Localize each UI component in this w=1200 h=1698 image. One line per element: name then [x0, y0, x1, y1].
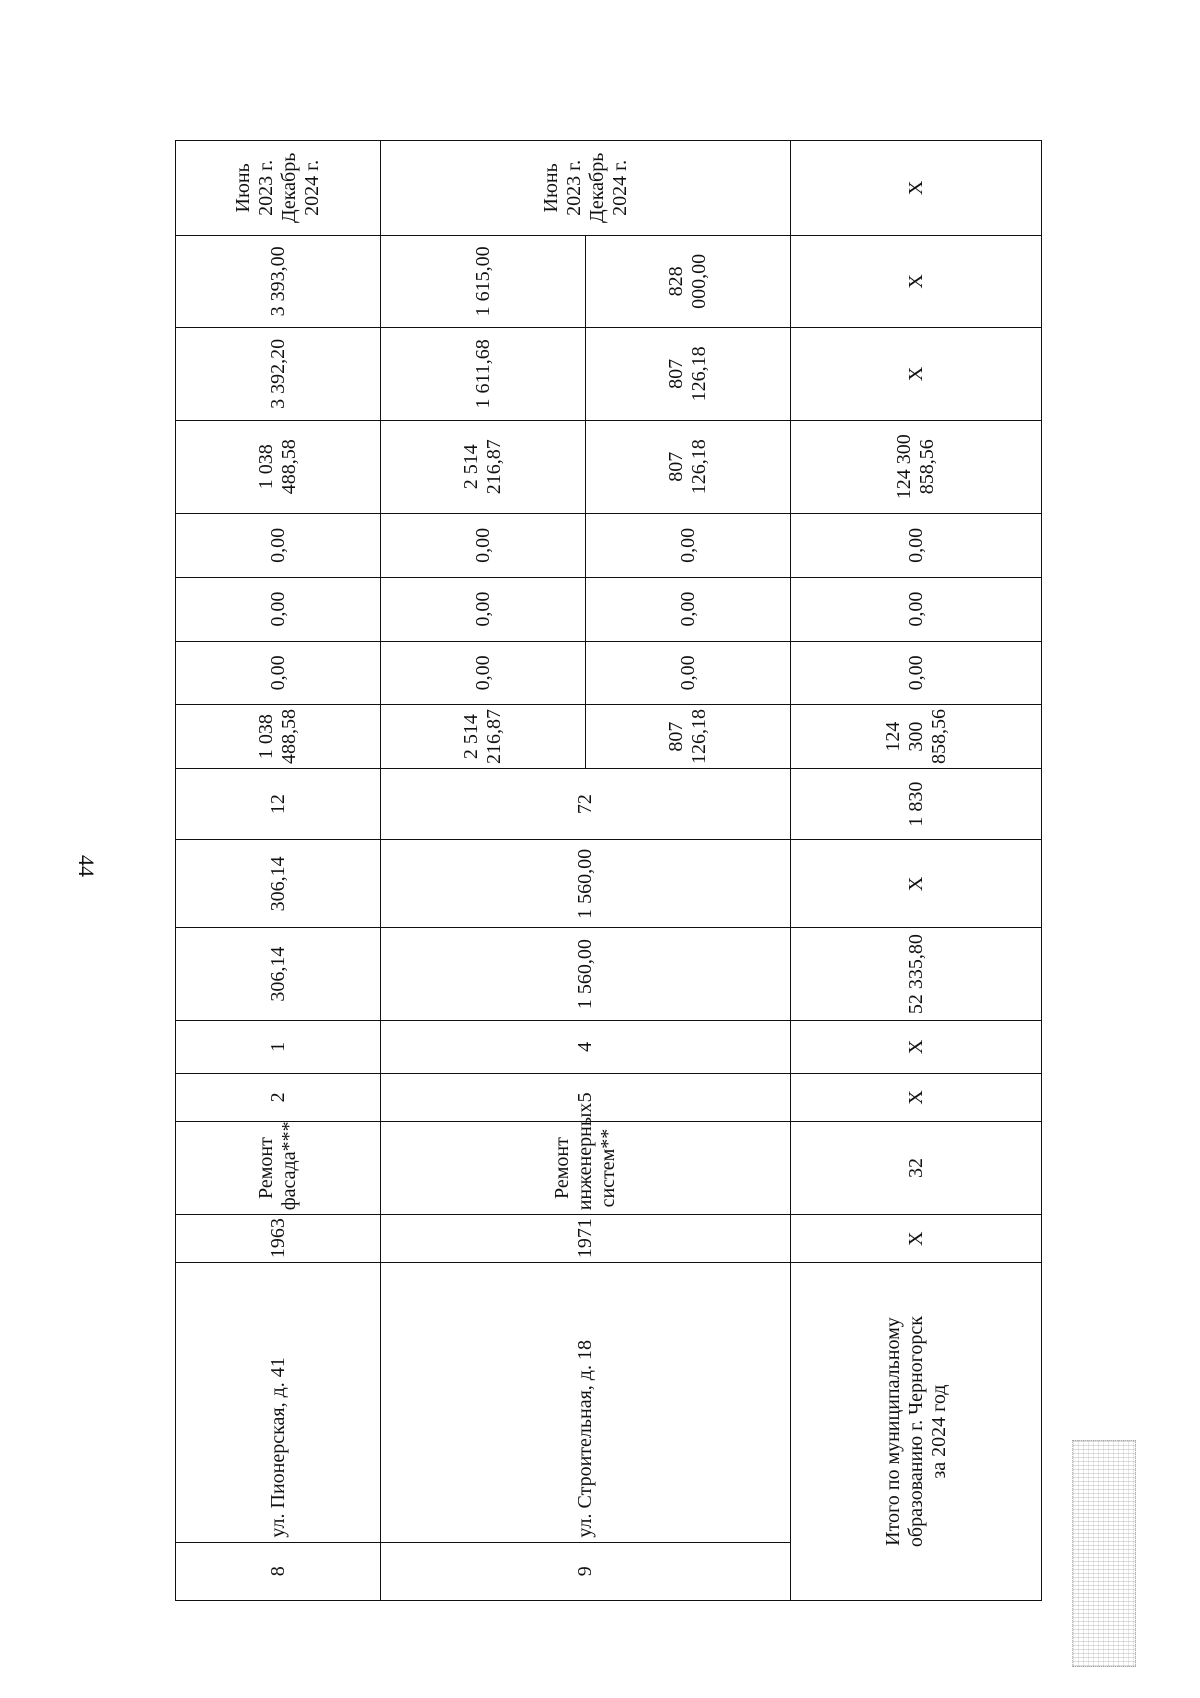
- period-end: Декабрь 2024 г.: [585, 152, 631, 224]
- cell-col16: 3 393,00: [176, 235, 381, 327]
- work-type-cell: 32: [791, 1121, 1042, 1215]
- total-label-cell: [791, 1263, 1042, 1601]
- cell-col7: 306,14: [176, 928, 381, 1020]
- table-row: [381, 141, 586, 1601]
- period-start: Июнь 2023 г.: [232, 159, 277, 216]
- cell-col14: 2 514 216,87: [381, 420, 586, 514]
- stamp-mark: [1072, 1440, 1136, 1667]
- period-end: Декабрь 2024 г.: [278, 152, 323, 224]
- year-cell: 1971: [381, 1215, 791, 1263]
- cell-col6: Х: [791, 1020, 1042, 1073]
- address-cell: ул. Строительная, д. 18: [381, 1263, 791, 1542]
- row-number: 9: [381, 1542, 791, 1600]
- cell-col7: 1 560,00: [381, 928, 791, 1020]
- cell-col5: Х: [791, 1073, 1042, 1121]
- registry-table: [175, 140, 1042, 1601]
- address-cell: ул. Пионерская, д. 41: [176, 1263, 381, 1542]
- cell-col10: 807 126,18: [586, 705, 791, 769]
- cell-col9: 72: [381, 769, 791, 840]
- cell-col15: 3 392,20: [176, 328, 381, 420]
- cell-col13: 0,00: [791, 514, 1042, 578]
- table-row: [176, 141, 381, 1601]
- cell-col12: 0,00: [176, 577, 381, 641]
- cell-col11: 0,00: [586, 641, 791, 705]
- cell-col16: 828 000,00: [586, 235, 791, 327]
- period-cell: [176, 141, 381, 236]
- year-cell: Х: [791, 1215, 1042, 1263]
- cell-col12: 0,00: [381, 577, 586, 641]
- cell-col15: 1 611,68: [381, 328, 586, 420]
- cell-col6: 4: [381, 1020, 791, 1073]
- work-type-cell: Ремонт фасада***: [176, 1121, 381, 1215]
- cell-col16: 1 615,00: [381, 235, 586, 327]
- cell-col5: 2: [176, 1073, 381, 1121]
- cell-col14: 807 126,18: [586, 420, 791, 514]
- page-number: 44: [74, 855, 99, 877]
- cell-col13: 0,00: [176, 514, 381, 578]
- cell-col6: 1: [176, 1020, 381, 1073]
- cell-col15: 807 126,18: [586, 328, 791, 420]
- period-start: Июнь 2023 г.: [539, 159, 585, 216]
- cell-col11: 0,00: [791, 641, 1042, 705]
- registry-table-wrapper: [175, 140, 1041, 1601]
- cell-col10: 2 514 216,87: [381, 705, 586, 769]
- cell-col11: 0,00: [381, 641, 586, 705]
- total-label-line2: образованию г. Черногорск: [904, 1316, 927, 1548]
- work-type-cell: Ремонт инженерных систем**: [381, 1121, 791, 1215]
- cell-col10: 124 300 858,56: [791, 705, 1042, 769]
- period-cell: [381, 141, 791, 236]
- cell-col16: Х: [791, 235, 1042, 327]
- cell-col13: 0,00: [381, 514, 586, 578]
- cell-col12: 0,00: [586, 577, 791, 641]
- cell-col8: 1 560,00: [381, 840, 791, 928]
- total-label-line1: Итого по муниципальному: [881, 1317, 904, 1546]
- cell-col8: 306,14: [176, 840, 381, 928]
- total-row: [791, 141, 1042, 1601]
- cell-col14: 1 038 488,58: [176, 420, 381, 514]
- cell-col9: 12: [176, 769, 381, 840]
- cell-col15: Х: [791, 328, 1042, 420]
- cell-col8: Х: [791, 840, 1042, 928]
- cell-col14: 124 300 858,56: [791, 420, 1042, 514]
- row-number: 8: [176, 1542, 381, 1600]
- period-cell: Х: [791, 141, 1042, 236]
- cell-col12: 0,00: [791, 577, 1042, 641]
- cell-col9: 1 830: [791, 769, 1042, 840]
- total-label-line3: за 2024 год: [927, 1384, 950, 1479]
- cell-col11: 0,00: [176, 641, 381, 705]
- cell-col10: 1 038 488,58: [176, 705, 381, 769]
- cell-col5: 5: [381, 1073, 791, 1121]
- year-cell: 1963: [176, 1215, 381, 1263]
- cell-col7: 52 335,80: [791, 928, 1042, 1020]
- cell-col13: 0,00: [586, 514, 791, 578]
